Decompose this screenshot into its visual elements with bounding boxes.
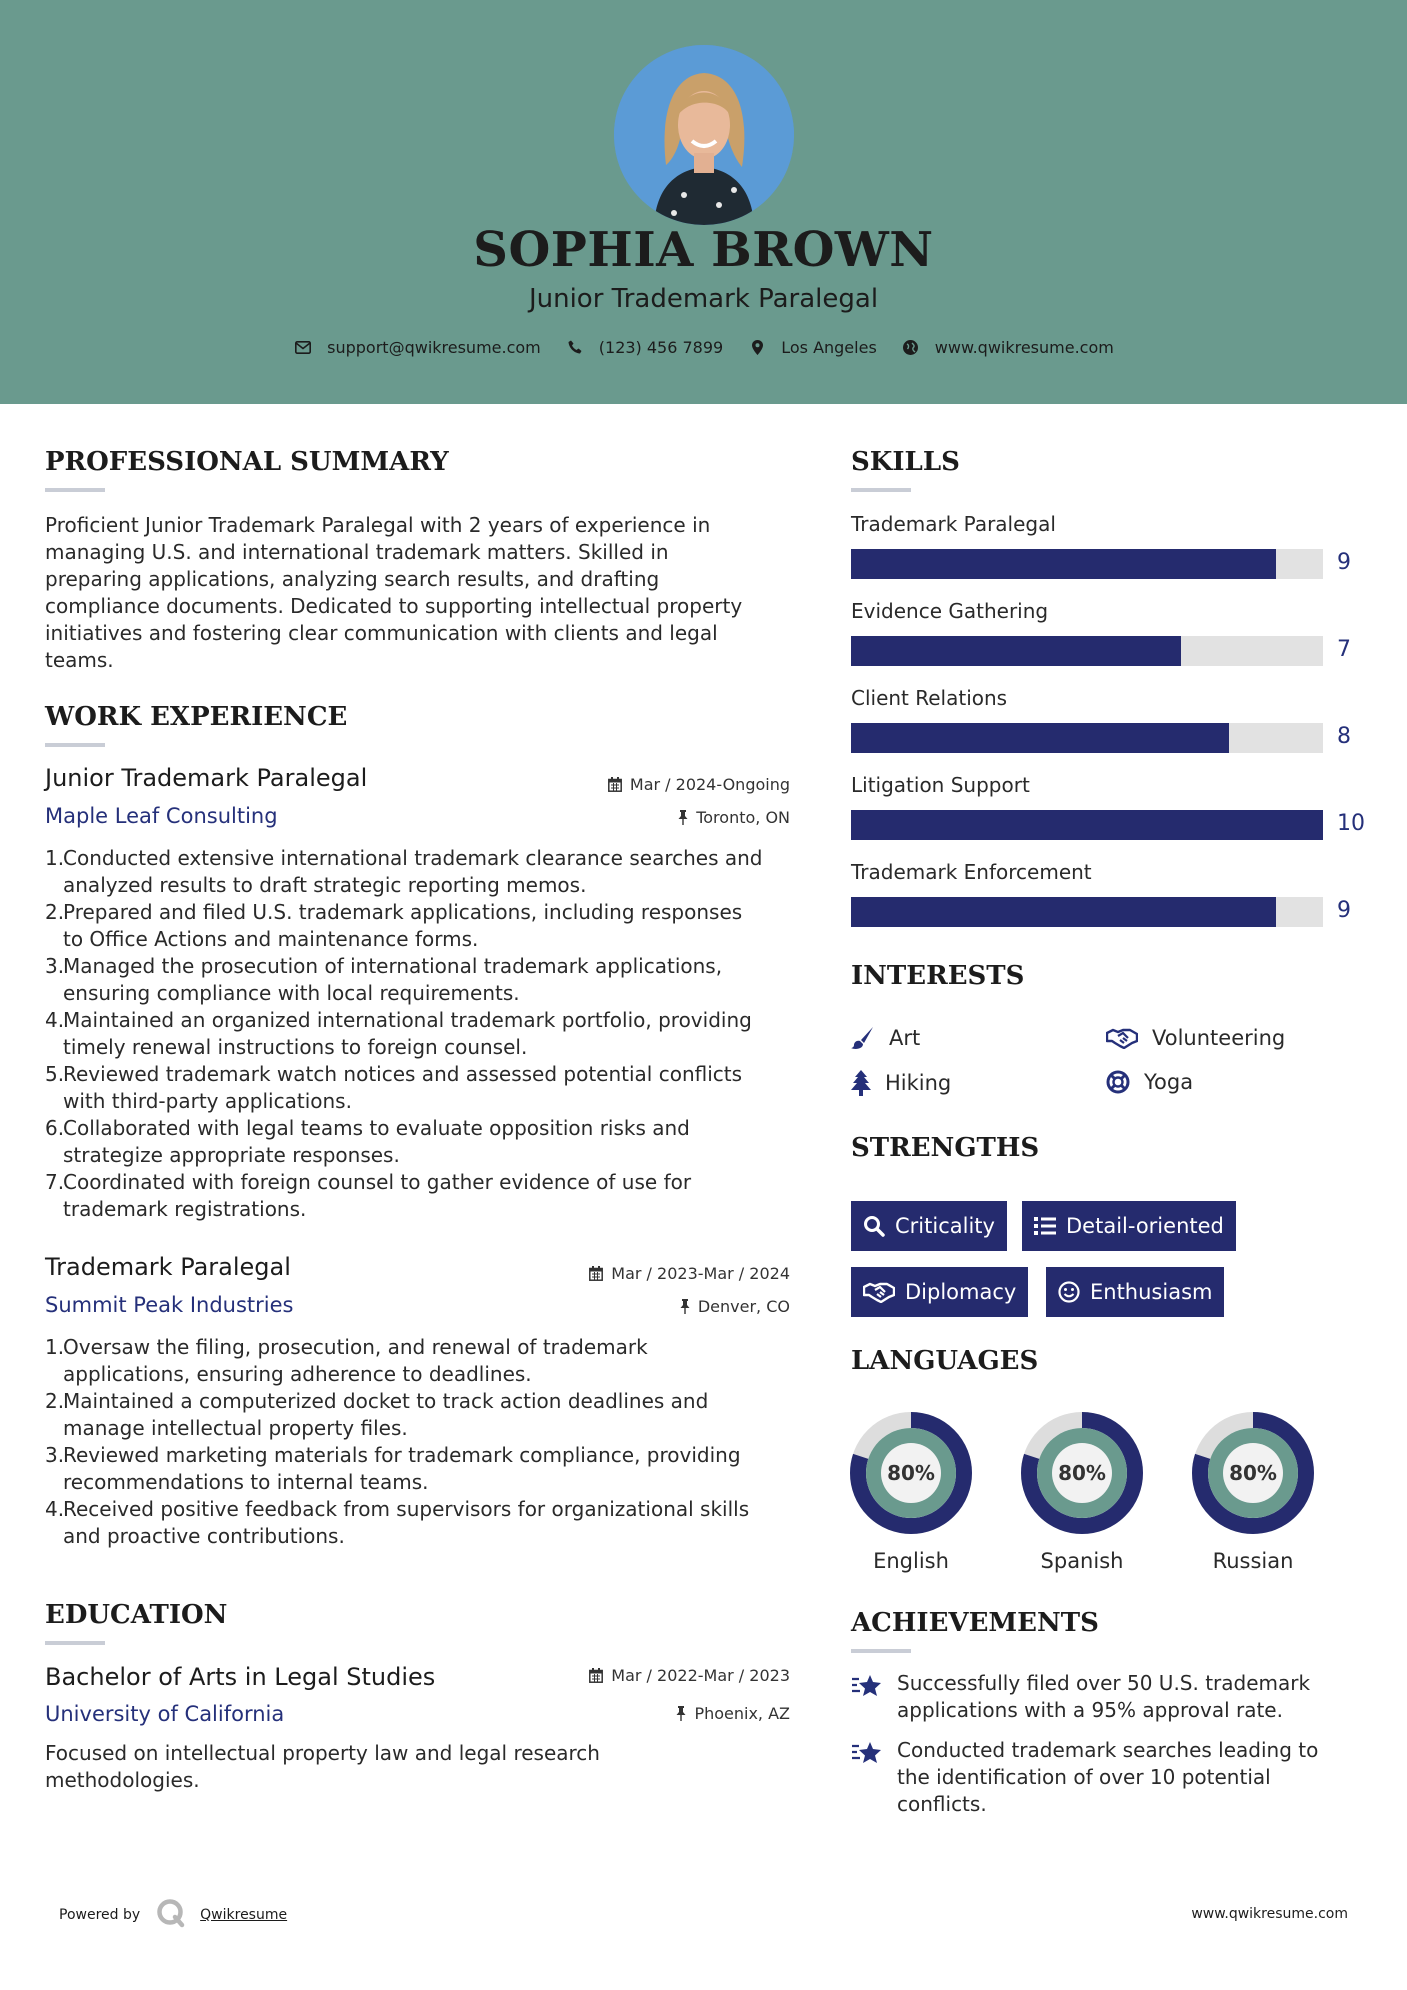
languages-heading: LANGUAGES — [851, 1346, 1039, 1376]
star-badge-icon — [851, 1672, 883, 1698]
job-title: Junior Trademark Paralegal — [45, 764, 368, 792]
skill-label: Litigation Support — [851, 773, 1030, 797]
list-item: 2. Prepared and filed U.S. trademark applications, including responses to Office Actions and maintenance forms. — [45, 900, 743, 951]
list-item: 4. Maintained an organized international trademark portfolio, providing timely renewal instructions to foreign counsel. — [45, 1008, 752, 1059]
job-location: Denver, CO — [500, 1297, 790, 1316]
list-item: 6. Collaborated with legal teams to evaluate opposition risks and strategize appropriate responses. — [45, 1116, 690, 1167]
qwikresume-logo-icon — [156, 1898, 186, 1932]
pin-icon — [678, 810, 688, 825]
degree-title: Bachelor of Arts in Legal Studies — [45, 1663, 436, 1691]
education-heading: EDUCATION — [45, 1600, 228, 1630]
star-badge-icon — [851, 1739, 883, 1765]
phone-icon — [565, 337, 585, 357]
calendar-icon — [589, 1266, 603, 1281]
pin-icon — [676, 1706, 686, 1721]
language-item — [1017, 1408, 1147, 1573]
lifebuoy-icon — [1106, 1070, 1130, 1094]
language-percent: 80% — [1229, 1461, 1277, 1485]
calendar-icon — [608, 777, 622, 792]
language-label: English — [873, 1549, 949, 1573]
job-dates: Mar / 2023-Mar / 2024 — [500, 1264, 790, 1283]
skill-label: Trademark Enforcement — [851, 860, 1092, 884]
education-description: Focused on intellectual property law and legal research methodologies. — [45, 1741, 600, 1792]
language-label: Russian — [1212, 1549, 1294, 1573]
interest-item: Art — [851, 1026, 920, 1050]
education-divider — [45, 1641, 105, 1645]
interests-heading: INTERESTS — [851, 961, 1025, 991]
language-label: Spanish — [1040, 1549, 1124, 1573]
contact-location-text: Los Angeles — [781, 337, 877, 357]
skills-divider — [851, 488, 911, 492]
summary-divider — [45, 488, 105, 492]
list-item: 4. Received positive feedback from supervisors for organizational skills and proactive contributions. — [45, 1497, 750, 1548]
skill-label: Evidence Gathering — [851, 599, 1049, 623]
skill-value: 9 — [1337, 550, 1351, 575]
company-name: Maple Leaf Consulting — [45, 804, 278, 828]
smile-icon — [1058, 1281, 1080, 1303]
skill-label: Client Relations — [851, 686, 1008, 710]
skill-value: 8 — [1337, 724, 1351, 749]
contact-email-text: support@qwikresume.com — [327, 337, 541, 357]
contact-phone-text: (123) 456 7899 — [598, 337, 724, 357]
skill-bar-track — [851, 549, 1323, 579]
list-item: 3. Managed the prosecution of international trademark applications, ensuring compliance with local requirements. — [45, 954, 723, 1005]
language-item — [1188, 1408, 1318, 1573]
candidate-name: SOPHIA BROWN — [473, 222, 934, 278]
handshake-icon — [1106, 1027, 1138, 1049]
strengths-heading: STRENGTHS — [851, 1133, 1040, 1163]
education-location: Phoenix, AZ — [500, 1704, 790, 1723]
skills-heading: SKILLS — [851, 447, 960, 477]
skill-bar-fill — [851, 636, 1181, 666]
skill-bar-track — [851, 636, 1323, 666]
footer-powered-by — [59, 1898, 287, 1932]
achievement-item: Successfully filed over 50 U.S. trademark applications with a 95% approval rate. — [851, 1670, 1361, 1724]
language-percent: 80% — [1058, 1461, 1106, 1485]
resume-header — [0, 0, 1407, 404]
list-item: 7. Coordinated with foreign counsel to gather evidence of use for trademark registrations. — [45, 1170, 692, 1221]
tree-icon — [851, 1070, 871, 1096]
contact-bar — [0, 337, 1407, 357]
job-title: Trademark Paralegal — [45, 1253, 291, 1281]
company-name: Summit Peak Industries — [45, 1293, 294, 1317]
footer-url[interactable]: www.qwikresume.com — [1191, 1906, 1348, 1922]
pin-icon — [680, 1299, 690, 1314]
profile-photo — [614, 45, 794, 225]
skill-bar-fill — [851, 897, 1276, 927]
interest-item: Volunteering — [1106, 1026, 1285, 1050]
language-percent: 80% — [887, 1461, 935, 1485]
list-item: 1. Conducted extensive international trademark clearance searches and analyzed results to draft strategic reporting memos. — [45, 846, 763, 897]
skill-value: 9 — [1337, 898, 1351, 923]
paintbrush-icon — [851, 1026, 875, 1050]
achievements-divider — [851, 1649, 911, 1653]
education-dates: Mar / 2022-Mar / 2023 — [500, 1666, 790, 1685]
skill-bar-fill — [851, 549, 1276, 579]
search-icon — [863, 1215, 885, 1237]
interest-item: Hiking — [851, 1070, 951, 1096]
strength-tag: Criticality — [851, 1201, 1007, 1251]
language-progress-ring — [1017, 1408, 1147, 1538]
skill-bar-track — [851, 897, 1323, 927]
skill-bar-track — [851, 810, 1323, 840]
contact-website[interactable] — [901, 337, 1114, 357]
skill-bar-fill — [851, 723, 1229, 753]
calendar-icon — [589, 1668, 603, 1683]
skill-bar-fill — [851, 810, 1323, 840]
map-marker-icon — [747, 337, 767, 357]
contact-location — [747, 337, 877, 357]
job-bullets — [45, 845, 815, 1223]
list-item: 2. Maintained a computerized docket to track action deadlines and manage intellectual property files. — [45, 1389, 709, 1440]
language-progress-ring — [846, 1408, 976, 1538]
skill-value: 10 — [1337, 811, 1365, 836]
list-item: 1. Oversaw the filing, prosecution, and renewal of trademark applications, ensuring adherence to deadlines. — [45, 1335, 648, 1386]
powered-by-label: Powered by — [59, 1907, 141, 1923]
job-bullets — [45, 1334, 815, 1550]
contact-email[interactable] — [293, 337, 541, 357]
language-progress-ring — [1188, 1408, 1318, 1538]
interest-item: Yoga — [1106, 1070, 1193, 1094]
summary-text: Proficient Junior Trademark Paralegal with 2 years of experience in managing U.S. and international trademark matters. Skilled in preparing applications, analyzing search results, and drafting compliance documents. Dedicated to supporting intellectual property initiatives and fostering clear communication with clients and legal teams. — [45, 513, 743, 672]
contact-phone[interactable] — [565, 337, 723, 357]
job-location: Toronto, ON — [500, 808, 790, 827]
achievement-item: Conducted trademark searches leading to the identification of over 10 potential conflicts. — [851, 1737, 1361, 1818]
school-name: University of California — [45, 1702, 285, 1726]
globe-icon — [901, 337, 921, 357]
job-dates: Mar / 2024-Ongoing — [500, 775, 790, 794]
experience-heading: WORK EXPERIENCE — [45, 702, 348, 732]
skill-value: 7 — [1337, 637, 1351, 662]
skill-bar-track — [851, 723, 1323, 753]
summary-heading: PROFESSIONAL SUMMARY — [45, 447, 449, 477]
candidate-title: Junior Trademark Paralegal — [528, 284, 879, 314]
language-item — [846, 1408, 976, 1573]
qwikresume-link[interactable]: Qwikresume — [200, 1907, 288, 1923]
strength-tag: Enthusiasm — [1046, 1267, 1224, 1317]
list-item: 3. Reviewed marketing materials for trademark compliance, providing recommendations to internal teams. — [45, 1443, 741, 1494]
strength-tag: Detail-oriented — [1022, 1201, 1236, 1251]
contact-website-text: www.qwikresume.com — [934, 337, 1114, 357]
envelope-icon — [293, 337, 313, 357]
achievements-heading: ACHIEVEMENTS — [851, 1608, 1099, 1638]
handshake-icon — [863, 1281, 895, 1303]
list-icon — [1034, 1217, 1056, 1235]
strength-tag: Diplomacy — [851, 1267, 1028, 1317]
skill-label: Trademark Paralegal — [851, 512, 1056, 536]
list-item: 5. Reviewed trademark watch notices and assessed potential conflicts with third-party applications. — [45, 1062, 743, 1113]
experience-divider — [45, 743, 105, 747]
